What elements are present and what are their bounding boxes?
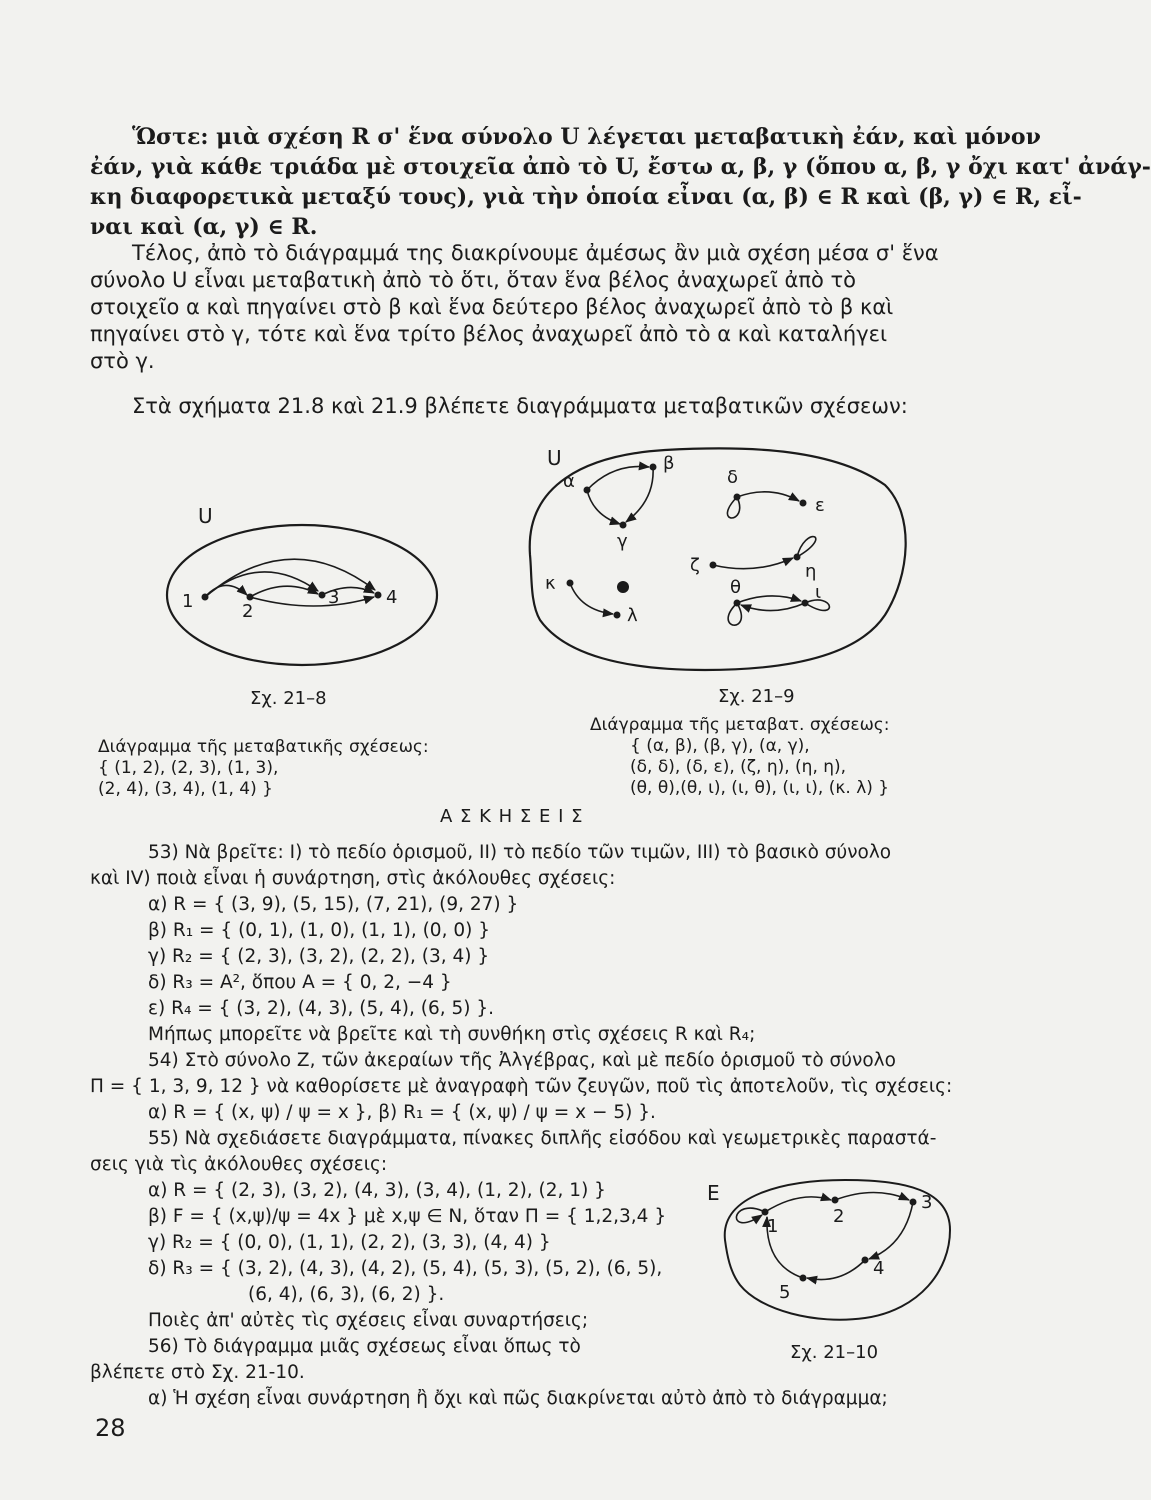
definition-line: κη διαφορετικὰ μεταξύ τους), γιὰ τὴν ὁποία εἶναι (α, β) ∈ R καὶ (β, γ) ∈ R, εἶ- xyxy=(90,184,1082,210)
arrow-2-3 xyxy=(835,1193,909,1201)
arrow-delta-epsilon xyxy=(737,492,799,501)
exercise-line: 56) Τὸ διάγραμμα μιᾶς σχέσεως εἶναι ὅπως τὸ xyxy=(148,1336,581,1357)
node-label: κ xyxy=(545,573,556,594)
arrow-beta-gamma xyxy=(626,467,653,522)
node-label: 2 xyxy=(242,601,254,622)
exercise-question: Ποιὲς ἀπ' αὐτὲς τὶς σχέσεις εἶναι συναρτήσεις; xyxy=(148,1310,589,1331)
arrow-iota-theta xyxy=(741,603,805,611)
exercise-item: α) R = { (2, 3), (3, 2), (4, 3), (3, 4), (1, 2), (2, 1) } xyxy=(148,1180,606,1201)
exercise-line: α) R = { (x, ψ) / ψ = x }, β) R₁ = { (x, ψ) / ψ = x − 5) }. xyxy=(148,1102,656,1123)
loop-1 xyxy=(736,1208,765,1223)
page-number: 28 xyxy=(95,1414,126,1442)
exercise-item: δ) R₃ = { (3, 2), (4, 3), (4, 2), (5, 4), (5, 3), (5, 2), (6, 5), xyxy=(148,1258,663,1279)
figure-21-8 xyxy=(150,485,450,685)
exercise-53 xyxy=(90,840,891,1048)
figure-21-9 xyxy=(505,425,915,680)
arrow-zeta-eta xyxy=(713,558,793,569)
arrow-4-5 xyxy=(807,1260,865,1280)
paragraph-figures xyxy=(90,393,950,420)
description-title: Διάγραμμα τῆς μεταβατικῆς σχέσεως: xyxy=(98,737,429,757)
paragraph-line: πηγαίνει στὸ γ, τότε καὶ ἕνα τρίτο βέλος ἀναχωρεῖ ἀπὸ τὸ α καὶ καταλήγει xyxy=(90,322,888,346)
figure-21-8-description xyxy=(98,737,429,800)
arrow-kappa-lambda xyxy=(570,583,613,614)
loop-theta xyxy=(728,603,741,625)
node-label: ε xyxy=(815,495,825,516)
set-label: U xyxy=(198,504,213,528)
description-title: Διάγραμμα τῆς μεταβατ. σχέσεως: xyxy=(590,715,890,735)
loop-eta xyxy=(797,537,816,557)
arrow-1-2 xyxy=(765,1197,831,1212)
arrow-1-4 xyxy=(205,559,375,597)
node-label: β xyxy=(663,453,675,474)
dot-marker xyxy=(617,581,629,593)
exercise-item: β) R₁ = { (0, 1), (1, 0), (1, 1), (0, 0) } xyxy=(148,920,490,941)
exercise-line: βλέπετε στὸ Σχ. 21-10. xyxy=(90,1362,305,1383)
exercise-item: (6, 4), (6, 3), (6, 2) }. xyxy=(248,1284,445,1305)
node-label: γ xyxy=(617,531,628,552)
figure-21-9-caption: Σχ. 21–9 xyxy=(718,686,795,707)
node-label: 3 xyxy=(921,1192,933,1213)
node-label: 1 xyxy=(182,591,194,612)
node-label: 4 xyxy=(873,1258,885,1279)
paragraph-line: σύνολο U εἶναι μεταβατικὴ ἀπὸ τὸ ὅτι, ὅταν ἕνα βέλος ἀναχωρεῖ ἀπὸ τὸ xyxy=(90,268,856,292)
definition-line: Ὥστε: μιὰ σχέση R σ' ἕνα σύνολο U λέγεται μεταβατικὴ ἐάν, καὶ μόνον xyxy=(132,124,1041,150)
exercise-item: α) R = { (3, 9), (5, 15), (7, 21), (9, 27) } xyxy=(148,894,519,915)
exercise-item: ε) R₄ = { (3, 2), (4, 3), (5, 4), (6, 5) }. xyxy=(148,998,495,1019)
arrow-alpha-beta xyxy=(587,466,649,490)
figure-21-9-description xyxy=(590,715,890,799)
figure-21-10 xyxy=(705,1160,955,1330)
exercise-line: 55) Νὰ σχεδιάσετε διαγράμματα, πίνακες διπλῆς εἰσόδου καὶ γεωμετρικὲς παραστά- xyxy=(148,1128,937,1149)
node-label: θ xyxy=(730,577,742,598)
figure-21-10-caption: Σχ. 21–10 xyxy=(790,1342,879,1363)
exercise-item: γ) R₂ = { (2, 3), (3, 2), (2, 2), (3, 4) } xyxy=(148,946,490,967)
definition-line: ἐάν, γιὰ κάθε τριάδα μὲ στοιχεῖα ἀπὸ τὸ U, ἔστω α, β, γ (ὅπου α, β, γ ὄχι κατ' ἀνάγ- xyxy=(90,154,1151,180)
description-line: (δ, δ), (δ, ε), (ζ, η), (η, η), xyxy=(630,757,847,777)
exercise-56 xyxy=(90,1334,888,1412)
arrow-alpha-gamma xyxy=(587,490,620,524)
node-label: δ xyxy=(727,467,739,488)
paragraph-line: Στὰ σχήματα 21.8 καὶ 21.9 βλέπετε διαγράμματα μεταβατικῶν σχέσεων: xyxy=(132,394,908,418)
exercise-line: σεις γιὰ τὶς ἀκόλουθες σχέσεις: xyxy=(90,1154,388,1175)
paragraph-line: Τέλος, ἀπὸ τὸ διάγραμμά της διακρίνουμε ἀμέσως ἂν μιὰ σχέση μέσα σ' ἕνα xyxy=(132,241,939,265)
arrow-theta-iota xyxy=(737,596,801,603)
exercise-item: δ) R₃ = A², ὅπου A = { 0, 2, −4 } xyxy=(148,972,452,993)
exercises-heading: Α Σ Κ Η Σ Ε Ι Σ xyxy=(440,806,584,827)
exercise-item: γ) R₂ = { (0, 0), (1, 1), (2, 2), (3, 3), (4, 4) } xyxy=(148,1232,551,1253)
node-label: λ xyxy=(627,605,638,626)
exercise-line: καὶ IV) ποιὰ εἶναι ἡ συνάρτηση, στὶς ἀκόλουθες σχέσεις: xyxy=(90,868,616,889)
exercise-line: Π = { 1, 3, 9, 12 } νὰ καθορίσετε μὲ ἀναγραφὴ τῶν ζευγῶν, ποῦ τὶς ἀποτελοῦν, τὶς σχέσεις: xyxy=(90,1076,953,1097)
node-label: 2 xyxy=(833,1206,845,1227)
loop-delta xyxy=(727,497,739,518)
node-label: ζ xyxy=(690,555,700,576)
exercise-54 xyxy=(90,1048,952,1126)
node-label: 4 xyxy=(386,587,398,608)
exercise-line: α) Ἡ σχέση εἶναι συνάρτηση ἢ ὄχι καὶ πῶς διακρίνεται αὐτὸ ἀπὸ τὸ διάγραμμα; xyxy=(148,1388,888,1409)
node-gamma xyxy=(620,522,627,529)
arrow-2-3 xyxy=(250,586,318,597)
set-label: E xyxy=(707,1181,720,1205)
node-4 xyxy=(375,592,382,599)
exercise-note: Μήπως μπορεῖτε νὰ βρεῖτε καὶ τὴ συνθήκη στὶς σχέσεις R καὶ R₄; xyxy=(148,1024,756,1045)
node-lambda xyxy=(614,612,621,619)
node-label: 5 xyxy=(779,1282,791,1303)
description-line: (θ, θ),(θ, ι), (ι, θ), (ι, ι), (κ. λ) } xyxy=(630,778,890,798)
description-line: (2, 4), (3, 4), (1, 4) } xyxy=(98,779,273,799)
description-line: { (1, 2), (2, 3), (1, 3), xyxy=(98,758,279,778)
node-label: 3 xyxy=(328,587,340,608)
definition-line: ναι καὶ (α, γ) ∈ R. xyxy=(90,214,318,240)
node-label: ι xyxy=(815,582,822,603)
description-line: { (α, β), (β, γ), (α, γ), xyxy=(630,736,810,756)
node-label: 1 xyxy=(767,1216,779,1237)
paragraph-transitivity xyxy=(90,240,950,375)
definition-block xyxy=(90,122,1151,242)
arrow-3-4 xyxy=(869,1202,913,1259)
arrow-2-4 xyxy=(250,597,374,606)
exercise-line: 53) Νὰ βρεῖτε: I) τὸ πεδίο ὁρισμοῦ, II) τὸ πεδίο τῶν τιμῶν, III) τὸ βασικὸ σύνολο xyxy=(148,842,892,863)
paragraph-line: στοιχεῖο α καὶ πηγαίνει στὸ β καὶ ἕνα δεύτερο βέλος ἀναχωρεῖ ἀπὸ τὸ β καὶ xyxy=(90,295,894,319)
set-boundary xyxy=(530,448,906,670)
paragraph-line: στὸ γ. xyxy=(90,349,155,373)
node-epsilon xyxy=(800,500,807,507)
exercise-line: 54) Στὸ σύνολο Z, τῶν ἀκεραίων τῆς Ἀλγέβρας, καὶ μὲ πεδίο ὁρισμοῦ τὸ σύνολο xyxy=(148,1050,896,1071)
node-label: α xyxy=(563,471,575,492)
node-label: η xyxy=(805,561,817,582)
exercise-item: β) F = { (x,ψ)/ψ = 4x } μὲ x,ψ ∈ N, ὅταν Π = { 1,2,3,4 } xyxy=(148,1206,667,1227)
set-label: U xyxy=(547,446,562,470)
figure-21-8-caption: Σχ. 21–8 xyxy=(250,688,327,709)
